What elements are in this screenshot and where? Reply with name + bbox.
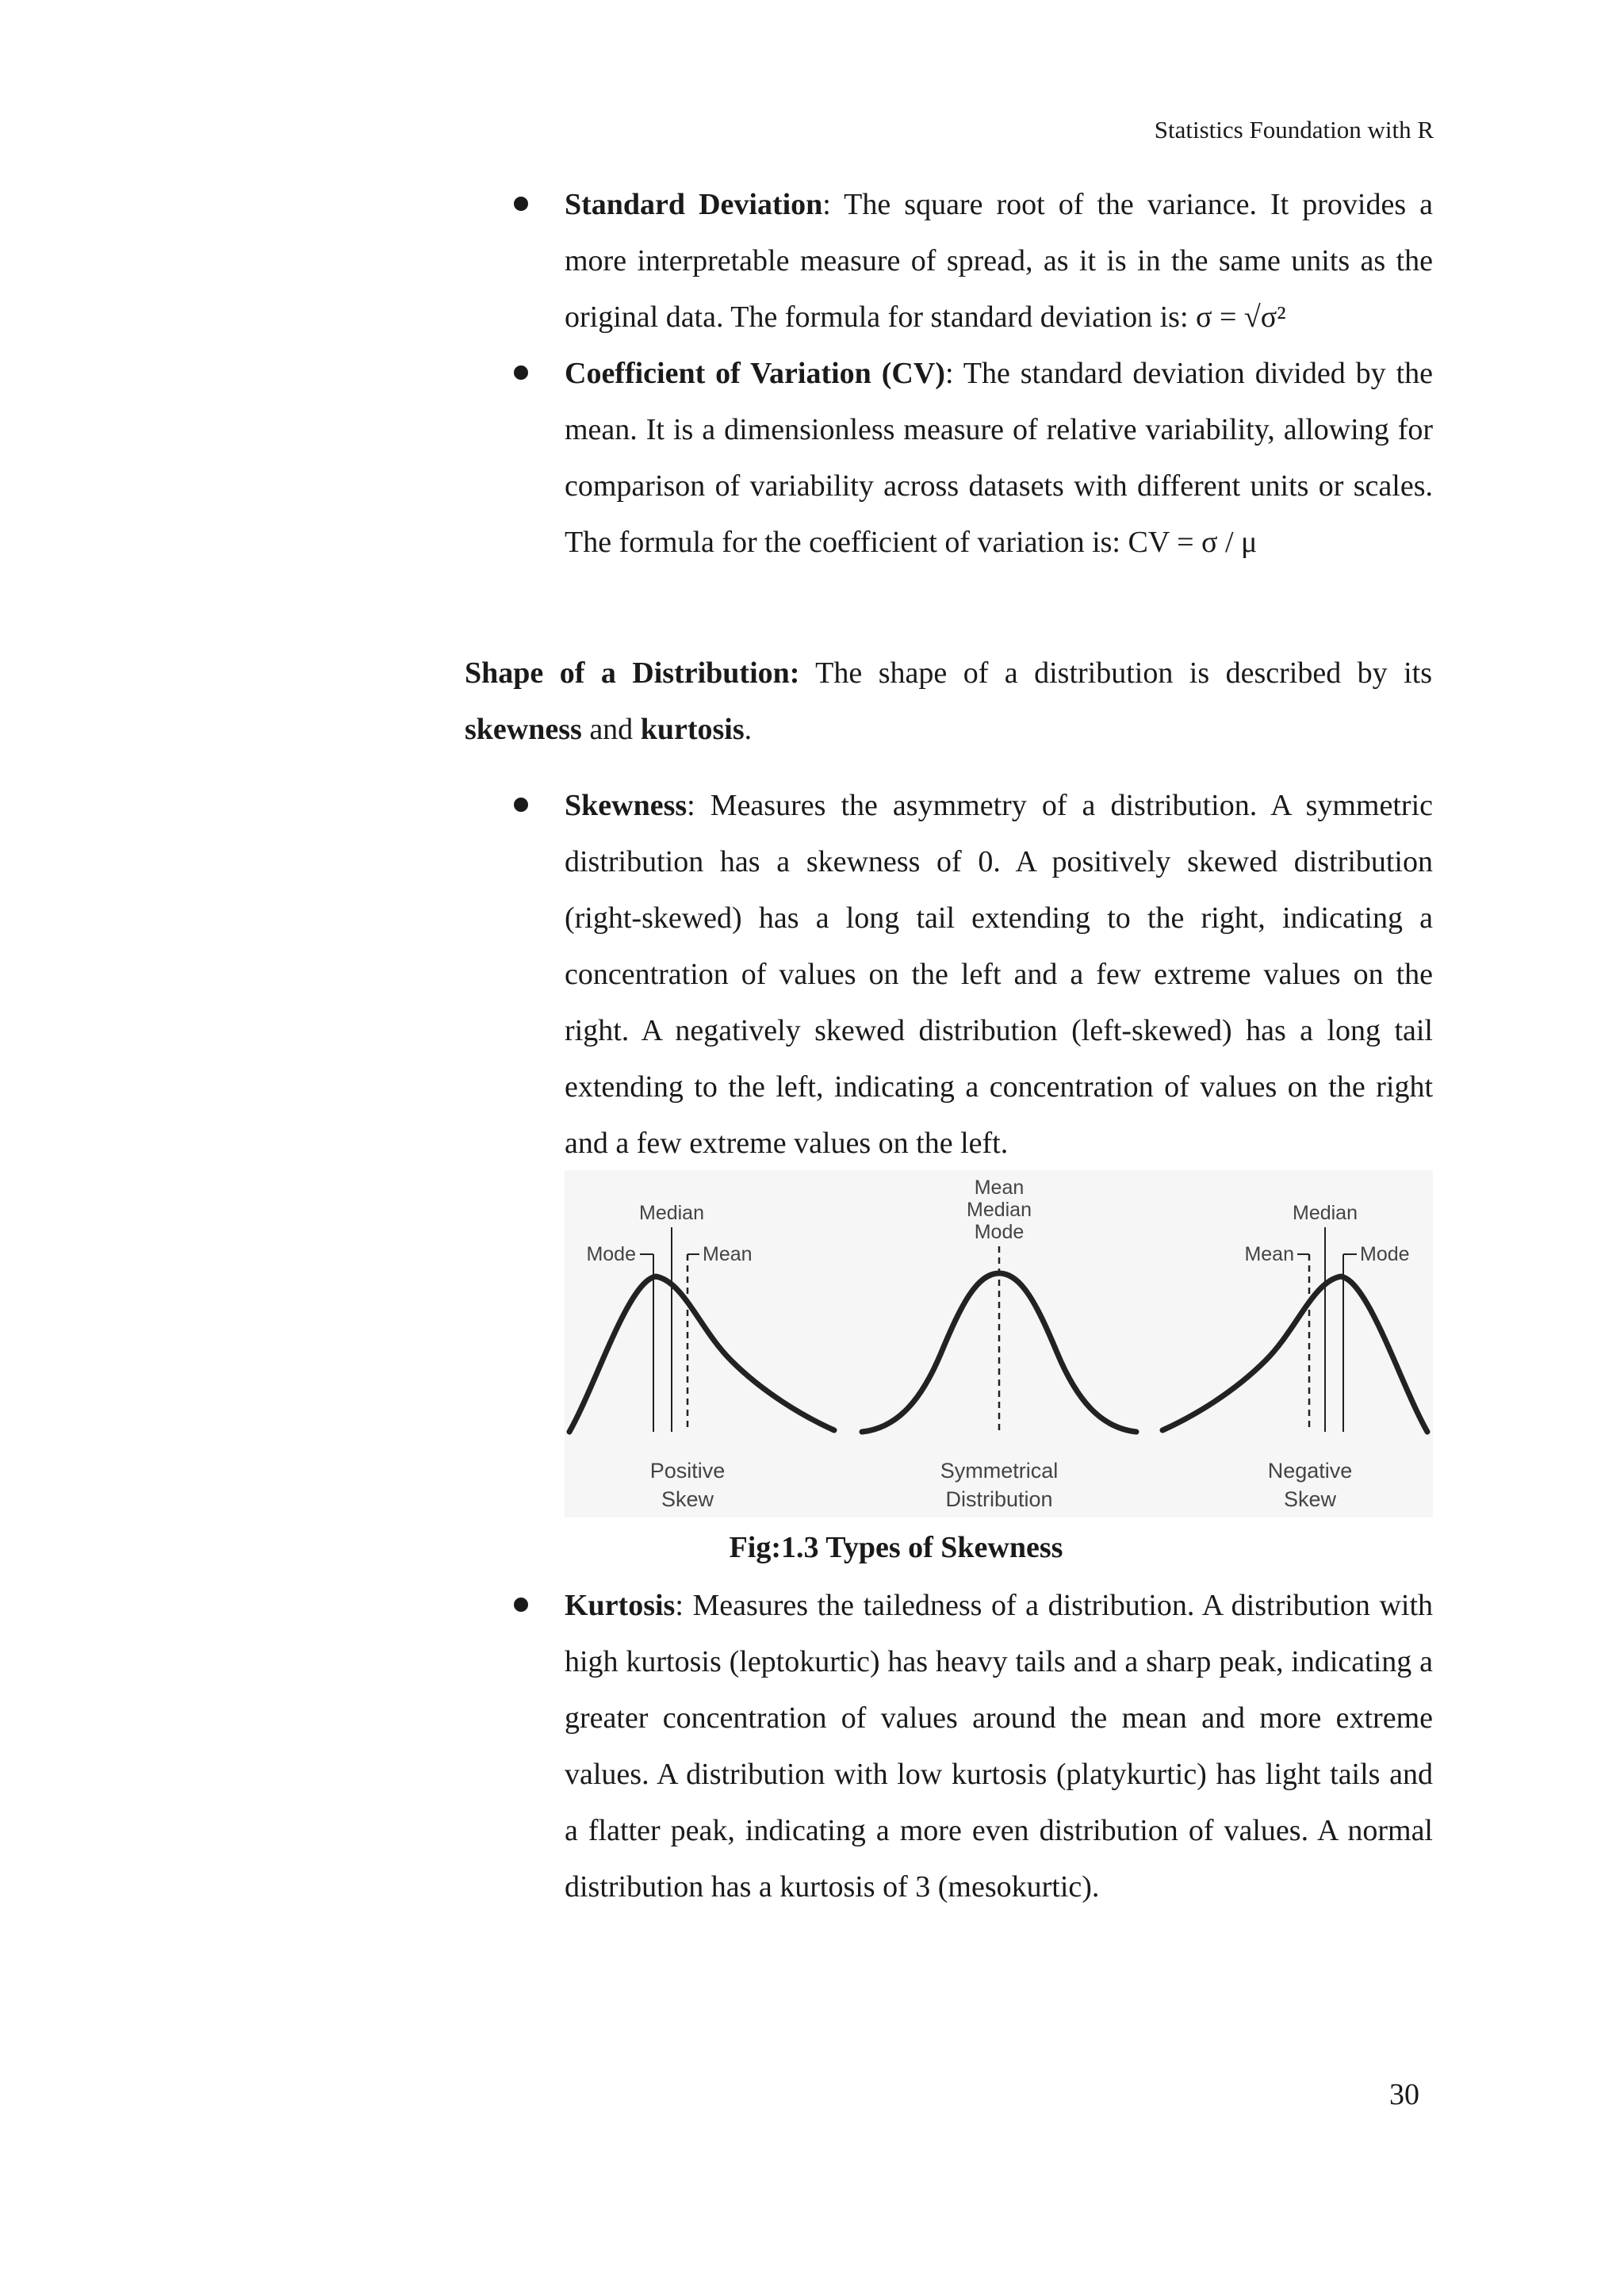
bullet-dot — [514, 798, 528, 812]
running-header: Statistics Foundation with R — [1154, 116, 1434, 144]
shape-text-b: and — [581, 713, 641, 746]
term-skewness-inline: skewness — [465, 713, 582, 746]
panel-title-line-2: Distribution — [945, 1487, 1053, 1511]
bullet-dot — [514, 197, 528, 211]
term-skewness: Skewness — [565, 789, 688, 822]
skewness-definition: : Measures the asymmetry of a distribution. A symmetric distribution has a skewness of 0. A positively skewed distribution (right-skewed) has a long tail extending to the right, indicating a concentration of values on the left and a few extreme values on the right. A negatively skewed distribution (left-skewed) has a long tail extending to the left, indicating a concentration of values on the right and a few extreme values on the left. — [565, 789, 1433, 1160]
panel-title-line-1: Symmetrical — [940, 1459, 1059, 1483]
mode-label: Mode — [974, 1221, 1025, 1243]
median-label: Median — [639, 1202, 704, 1224]
kurtosis-definition: : Measures the tailedness of a distribution. A distribution with high kurtosis (leptokurtic) has heavy tails and a sharp peak, indicating a greater concentration of values around the mean and more extreme values. A distribution with low kurtosis (platykurtic) has light tails and a flatter peak, indicating a more even distribution of values. A normal distribution has a kurtosis of 3 (mesokurtic). — [565, 1589, 1433, 1904]
shape-text-a: The shape of a distribution is described by its — [799, 656, 1432, 690]
term-standard-deviation: Standard Deviation — [565, 188, 823, 221]
standard-deviation-definition: : The square root of the variance. It provides a more interpretable measure of spread, as it is in the same units as the original data. The formula for standard deviation is: σ = √σ² — [565, 188, 1433, 334]
median-label: Median — [1293, 1202, 1358, 1224]
mean-label: Mean — [1244, 1243, 1294, 1265]
skewness-diagram — [565, 1170, 1433, 1517]
bullet-text — [565, 778, 1433, 1172]
mode-label: Mode — [586, 1243, 636, 1265]
cv-definition: : The standard deviation divided by the mean. It is a dimensionless measure of relative variability, allowing for comparison of variability across datasets with different units or scales. The formula for the coefficient of variation is: CV = σ / μ — [565, 357, 1434, 559]
panel-title-line-1: Negative — [1267, 1459, 1353, 1483]
panel-title-line-1: Positive — [649, 1459, 726, 1483]
term-kurtosis-inline: kurtosis — [640, 713, 745, 746]
shape-heading: Shape of a Distribution: — [465, 656, 800, 690]
bullet-dot — [514, 365, 528, 380]
mode-label: Mode — [1360, 1243, 1410, 1265]
panel-title-line-2: Skew — [661, 1487, 714, 1511]
shape-text-c: . — [744, 713, 753, 746]
term-kurtosis: Kurtosis — [565, 1589, 676, 1622]
bullet-dot — [514, 1598, 528, 1612]
mean-label: Mean — [974, 1177, 1025, 1199]
bullet-text — [565, 177, 1433, 346]
shape-of-distribution-paragraph — [465, 645, 1432, 758]
figure-caption: Fig:1.3 Types of Skewness — [729, 1531, 1063, 1564]
panel-title-line-2: Skew — [1283, 1487, 1337, 1511]
median-label: Median — [967, 1199, 1032, 1221]
bullet-text — [565, 1578, 1433, 1915]
bullet-text — [565, 346, 1433, 571]
skewness-figure — [565, 1170, 1433, 1517]
mean-label: Mean — [703, 1243, 753, 1265]
page-number: 30 — [1389, 2078, 1419, 2111]
term-coefficient-of-variation: Coefficient of Variation (CV) — [565, 357, 945, 390]
